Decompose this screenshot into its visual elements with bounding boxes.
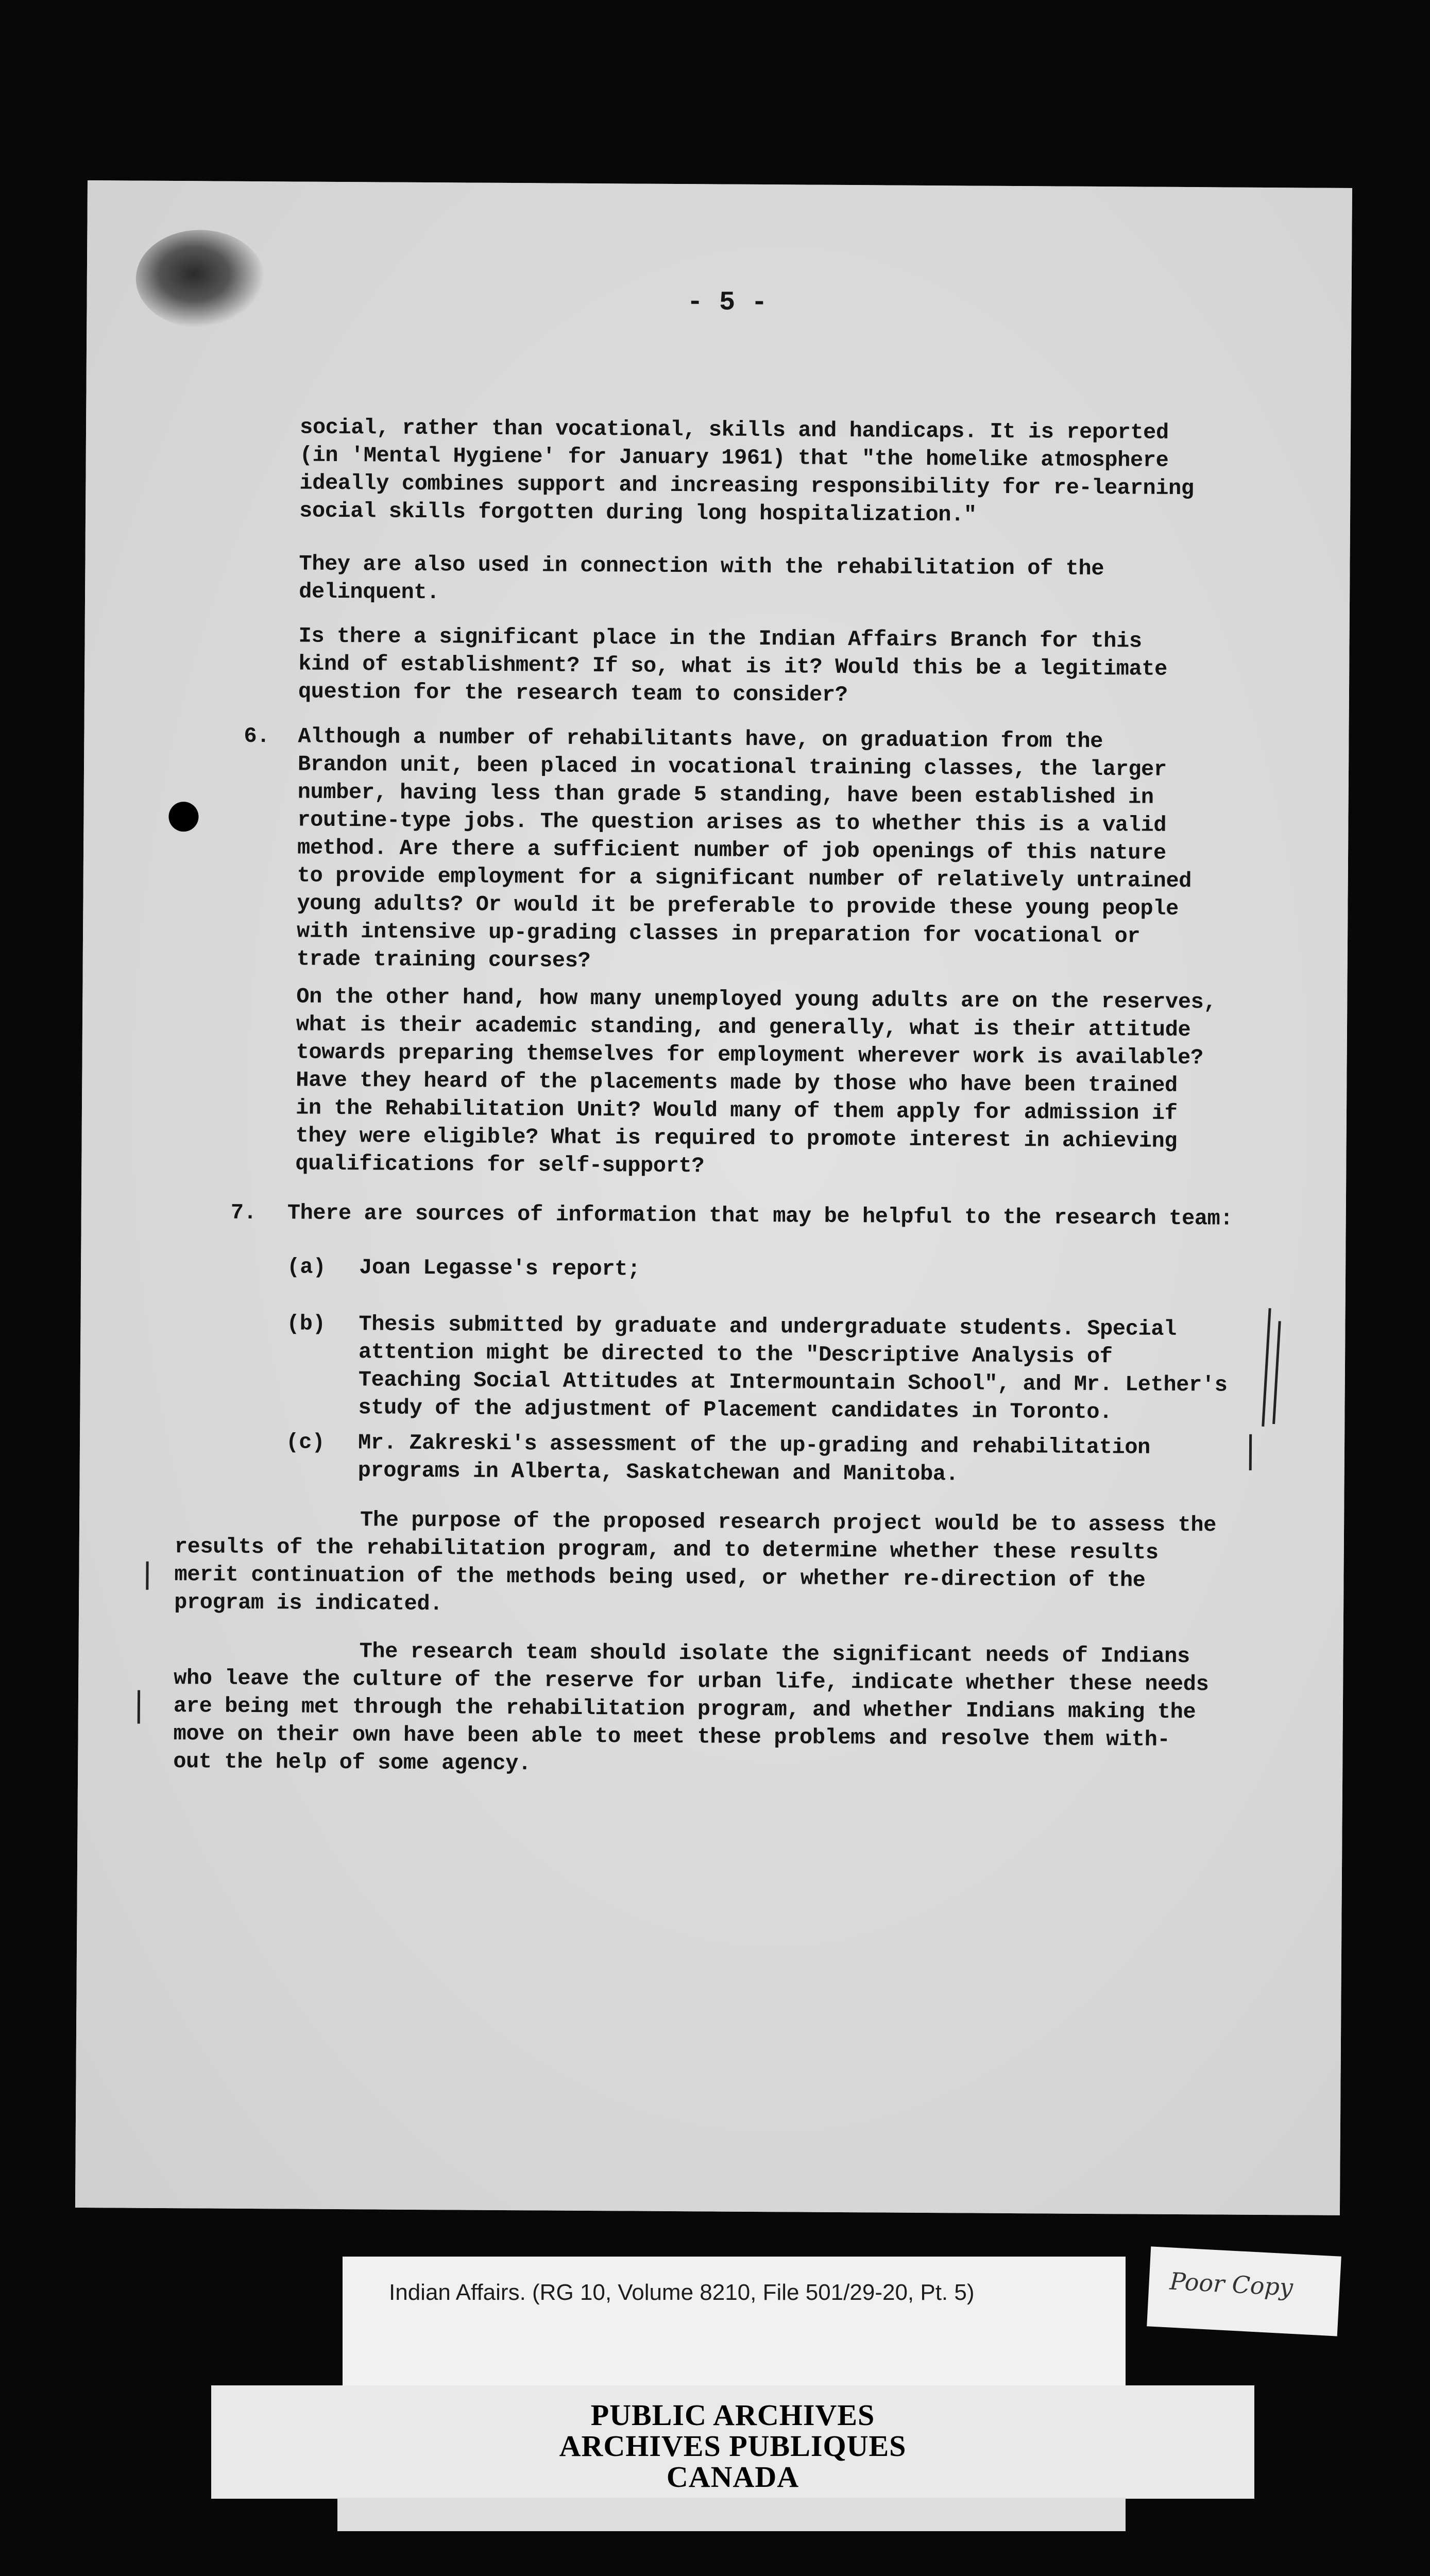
archive-reference-card xyxy=(343,2257,1126,2385)
poor-copy-note xyxy=(1147,2246,1341,2336)
archive-line-french: ARCHIVES PUBLIQUES xyxy=(559,2429,907,2463)
sub-b-label: (b) xyxy=(286,1311,326,1336)
poor-copy-text: Poor Copy xyxy=(1169,2267,1294,2301)
margin-mark xyxy=(1272,1321,1281,1424)
item-7-text: There are sources of information that may be helpful to the research team: xyxy=(287,1200,1233,1231)
banner-tab xyxy=(337,2498,1126,2531)
margin-mark xyxy=(146,1562,148,1590)
punch-hole xyxy=(168,802,198,832)
item-6-text: Although a number of rehabilitants have, on graduation from the Brandon unit, been placed in vocational training classes, the larger number, having less than grade 5 standing, have been established in routine-type jobs. The question arises as to whether this is a valid method. Are there a sufficient number of job openings of this nature to provide employment for a significant number of relatively untrained young adults? Or would it be preferable to provide these young people with intensive up-grading classes in preparation for vocational or trade training courses? xyxy=(296,724,1192,973)
sub-c-text: Mr. Zakreski's assessment of the up-grading and rehabilitation programs in Alberta, Saskatchewan and Manitoba. xyxy=(358,1430,1151,1487)
paragraph-question-establishment: Is there a significant place in the Indian Affairs Branch for this kind of establishment? If so, what is it? Would this be a legitimate question for the research team to consider? xyxy=(298,623,1168,708)
item-6-continuation: On the other hand, how many unemployed young adults are on the reserves, what is their academic standing, and generally, what is their attitude towards preparing themselves for employment wherever work is available? Have they heard of the placements made by those who have been trained in the Rehabilitation Unit? Would many of them apply for admission if they were eligible? What is required to promote interest in achieving qualifications for self-support? xyxy=(295,984,1217,1179)
paragraph-delinquent: They are also used in connection with the rehabilitation of the delinquent. xyxy=(298,551,1104,605)
margin-mark xyxy=(1262,1308,1271,1427)
sub-c-label: (c) xyxy=(285,1430,325,1455)
paragraph-research-team: The research team should isolate the significant needs of Indians who leave the culture of the reserve for urban life, indicate whether these needs are being met through the rehabilitation program, and whether Indians making the move on their own have been able to meet these problems and resolve them with- out the help of some agency. xyxy=(173,1639,1209,1776)
paragraph-purpose: The purpose of the proposed research project would be to assess the results of the rehabilitation program, and to determine whether these results merit continuation of the methods being used, or whether re-direction of the program is indicated. xyxy=(174,1507,1217,1617)
archive-reference: Indian Affairs. (RG 10, Volume 8210, File 501/29-20, Pt. 5) xyxy=(389,2280,975,2305)
margin-mark xyxy=(138,1690,140,1724)
sub-b-text: Thesis submitted by graduate and undergraduate students. Special attention might be directed to the "Descriptive Analysis of Teaching Social Attitudes at Intermountain School", and Mr. Lether's study of the adjustment of Placement candidates in Toronto. xyxy=(358,1312,1228,1425)
document-page xyxy=(75,180,1352,2215)
page-number: - 5 - xyxy=(687,287,768,318)
public-archives-banner xyxy=(211,2385,1254,2499)
archive-line-english: PUBLIC ARCHIVES xyxy=(590,2398,875,2432)
margin-mark xyxy=(1249,1434,1252,1470)
ink-smudge xyxy=(135,230,265,329)
sub-a-text: Joan Legasse's report; xyxy=(359,1255,640,1282)
sub-a-label: (a) xyxy=(286,1255,326,1280)
paragraph-homelike: social, rather than vocational, skills and handicaps. It is reported (in 'Mental Hygiene' for January 1961) that "the homelike atmosphere ideally combines support and increasing responsibility for re-learning social skills forgotten during long hospitalization." xyxy=(299,415,1194,528)
item-7-number: 7. xyxy=(230,1200,257,1226)
archive-line-canada: CANADA xyxy=(666,2460,799,2494)
item-6-number: 6. xyxy=(244,723,270,749)
